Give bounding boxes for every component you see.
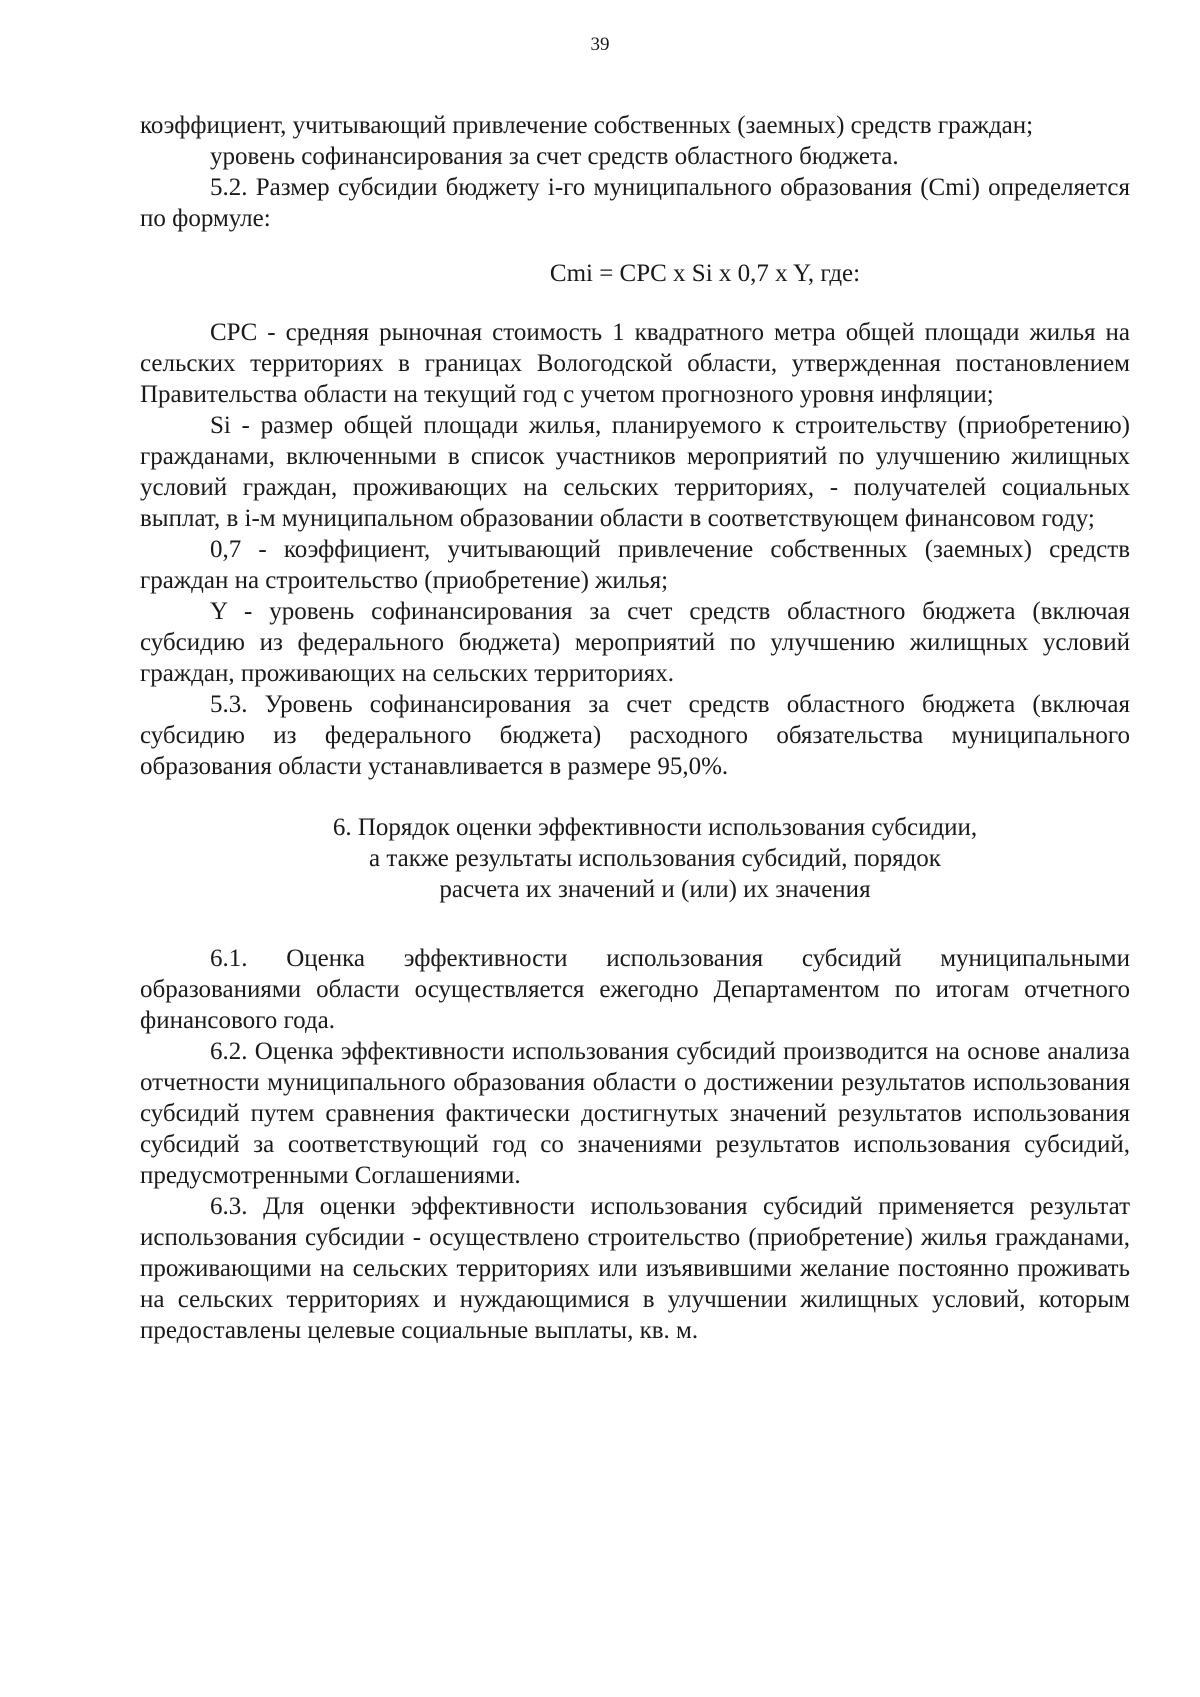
paragraph-cofinancing-level: уровень софинансирования за счет средств областного бюджета.	[210, 143, 899, 170]
paragraph-5-2: 5.2. Размер субсидии бюджету i-го муниципального образования (Cmi) определяется по формуле:	[140, 174, 1130, 232]
paragraph-6-3: 6.3. Для оценки эффективности использования субсидий применяется результат использования субсидии - осуществлено строительство (приобретение) жилья гражданами, проживающими на сельских территориях или изъявившими желание постоянно проживать на сельских территориях и нуждающимися в улучшении жилищных условий, которым предоставлены целевые социальные выплаты, кв. м.	[140, 1193, 1130, 1344]
paragraph-cpc-definition: CPC - средняя рыночная стоимость 1 квадратного метра общей площади жилья на сельских территориях в границах Вологодской области, утвержденная постановлением Правительства области на текущий год с учетом прогнозного уровня инфляции;	[140, 319, 1130, 408]
section-6-heading-line-2: а также результаты использования субсидий, порядок	[369, 845, 941, 872]
paragraph-coefficient-line: коэффициент, учитывающий привлечение собственных (заемных) средств граждан;	[140, 112, 1034, 139]
subsidy-formula: Cmi = CPC x Si x 0,7 x Y, где:	[549, 260, 861, 287]
paragraph-coefficient-definition: 0,7 - коэффициент, учитывающий привлечение собственных (заемных) средств граждан на строительство (приобретение) жилья;	[140, 536, 1130, 594]
page-number: 39	[590, 34, 610, 55]
paragraph-6-1: 6.1. Оценка эффективности использования субсидий муниципальными образованиями области осуществляется ежегодно Департаментом по итогам отчетного финансового года.	[140, 945, 1130, 1034]
section-6-heading-line-3: расчета их значений и (или) их значения	[439, 876, 871, 903]
section-6-heading-line-1: 6. Порядок оценки эффективности использования субсидии,	[332, 814, 978, 841]
document-body	[140, 110, 1130, 1346]
section-6-heading	[140, 812, 1130, 905]
paragraph-6-2: 6.2. Оценка эффективности использования субсидий производится на основе анализа отчетности муниципального образования области о достижении результатов использования субсидий путем сравнения фактически достигнутых значений результатов использования субсидий за соответствующий год со значениями результатов использования субсидий, предусмотренными Соглашениями.	[140, 1038, 1130, 1189]
paragraph-si-definition: Si - размер общей площади жилья, планируемого к строительству (приобретению) гражданами, включенными в список участников мероприятий по улучшению жилищных условий граждан, проживающих на сельских территориях, - получателей социальных выплат, в i-м муниципальном образовании области в соответствующем финансовом году;	[140, 412, 1130, 532]
paragraph-y-definition: Y - уровень софинансирования за счет средств областного бюджета (включая субсидию из федерального бюджета) мероприятий по улучшению жилищных условий граждан, проживающих на сельских территориях.	[140, 598, 1130, 687]
paragraph-5-3: 5.3. Уровень софинансирования за счет средств областного бюджета (включая субсидию из федерального бюджета) расходного обязательства муниципального образования области устанавливается в размере 95,0%.	[140, 691, 1130, 780]
